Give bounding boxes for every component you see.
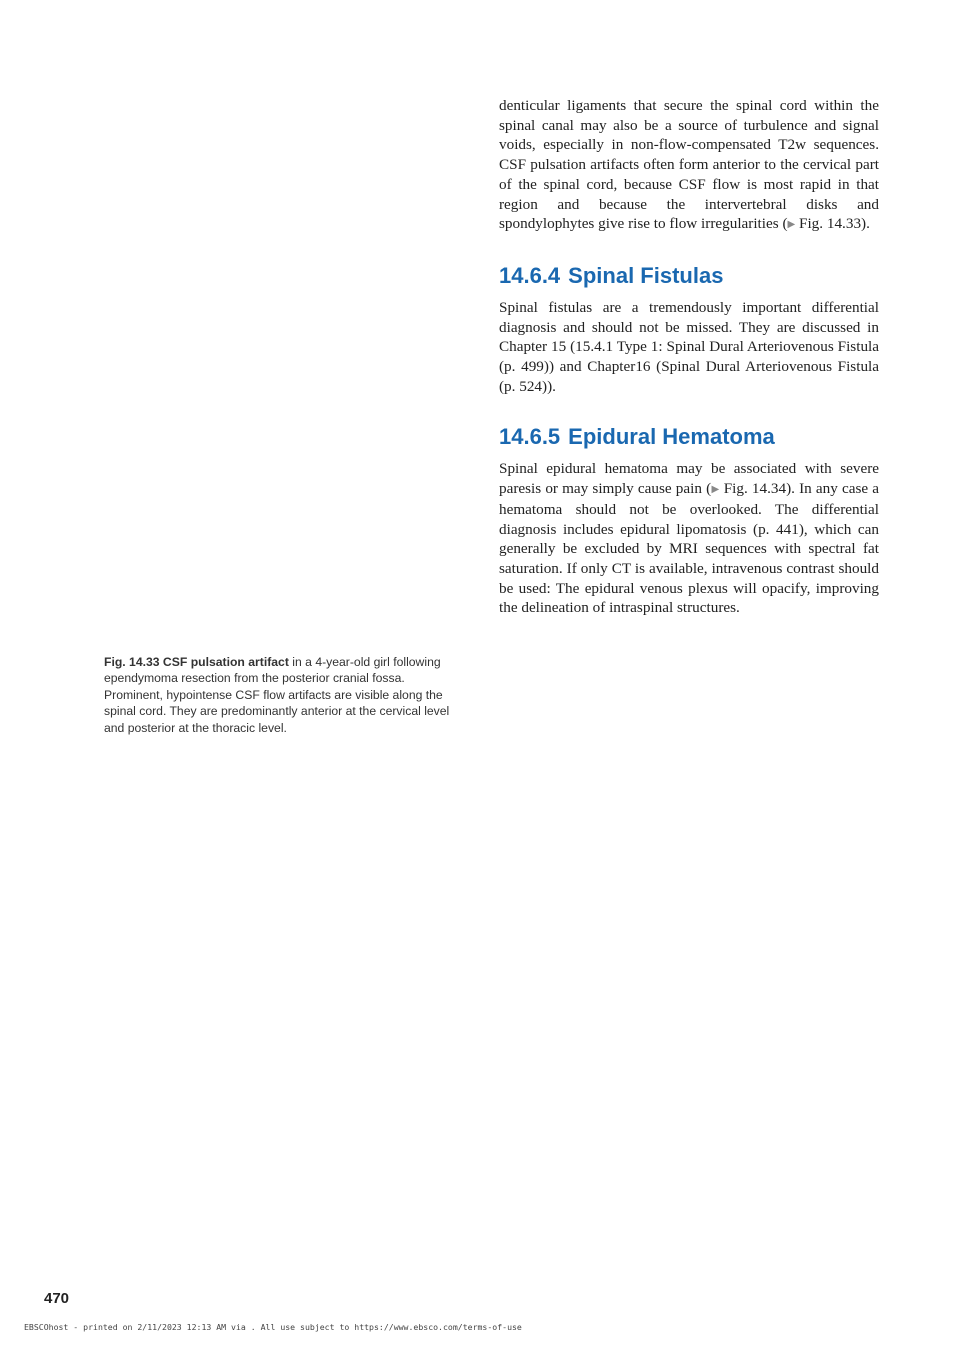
- section-heading-epidural-hematoma: [499, 424, 879, 450]
- paragraph-epidural-hematoma: [499, 459, 879, 618]
- figure-caption: [104, 654, 466, 736]
- figure-ref-arrow-icon: ▶: [711, 484, 720, 496]
- section-title: Epidural Hematoma: [568, 424, 775, 450]
- section-heading-spinal-fistulas: [499, 263, 879, 289]
- section-number: 14.6.4: [499, 262, 561, 288]
- footer-notice: EBSCOhost - printed on 2/11/2023 12:13 AM via . All use subject to https://www.ebsco.com/terms-of-use: [24, 1322, 522, 1332]
- paragraph-text: Spinal epidural hematoma may be associated with severe paresis or may simply cause pain (: [499, 460, 879, 498]
- paragraph-csf-flow: [499, 96, 879, 235]
- paragraph-text: denticular ligaments that secure the spinal cord within the spinal canal may also be a source of turbulence and signal voids, especially in non-flow-compensated T2w sequences. CSF pulsation artifacts often form anterior to the cervical part of the spinal cord, because CSF flow is most rapid in that region and because the intervertebral disks and spondylophytes give rise to flow irregularities (: [499, 97, 879, 233]
- page-number: 470: [44, 1290, 70, 1307]
- section-number: 14.6.5: [499, 424, 561, 450]
- paragraph-spinal-fistulas: Spinal fistulas are a tremendously important differential diagnosis and should not be missed. They are discussed in Chapter 15 (15.4.1 Type 1: Spinal Dural Arteriovenous Fistula (p. 499)) and Chapter16 (Spinal Dural Arteriovenous Fistula (p. 524)).: [499, 298, 879, 395]
- caption-text: in a 4-year-old girl following ependymoma resection from the posterior cranial fossa. Prominent, hypointense CSF flow artifacts are visible along the spinal cord. They are predominantly anterior at the cervical level and posterior at the thoracic level.: [104, 655, 450, 735]
- section-title: Spinal Fistulas: [568, 262, 724, 288]
- main-column: [499, 96, 879, 618]
- figure-ref-arrow-icon: ▶: [787, 219, 796, 231]
- paragraph-text: Fig. 14.34). In any case a hematoma should not be overlooked. The differential diagnosis includes epidural lipomatosis (p. 441), which can generally be excluded by MRI sequences with spectral fat saturation. If only CT is available, intravenous contrast should be used: The epidural venous plexus will opacify, improving the delineation of intraspinal structures.: [499, 480, 879, 617]
- figure-ref-link[interactable]: Fig. 14.33).: [795, 215, 870, 233]
- caption-label: Fig. 14.33 CSF pulsation artifact: [104, 655, 289, 669]
